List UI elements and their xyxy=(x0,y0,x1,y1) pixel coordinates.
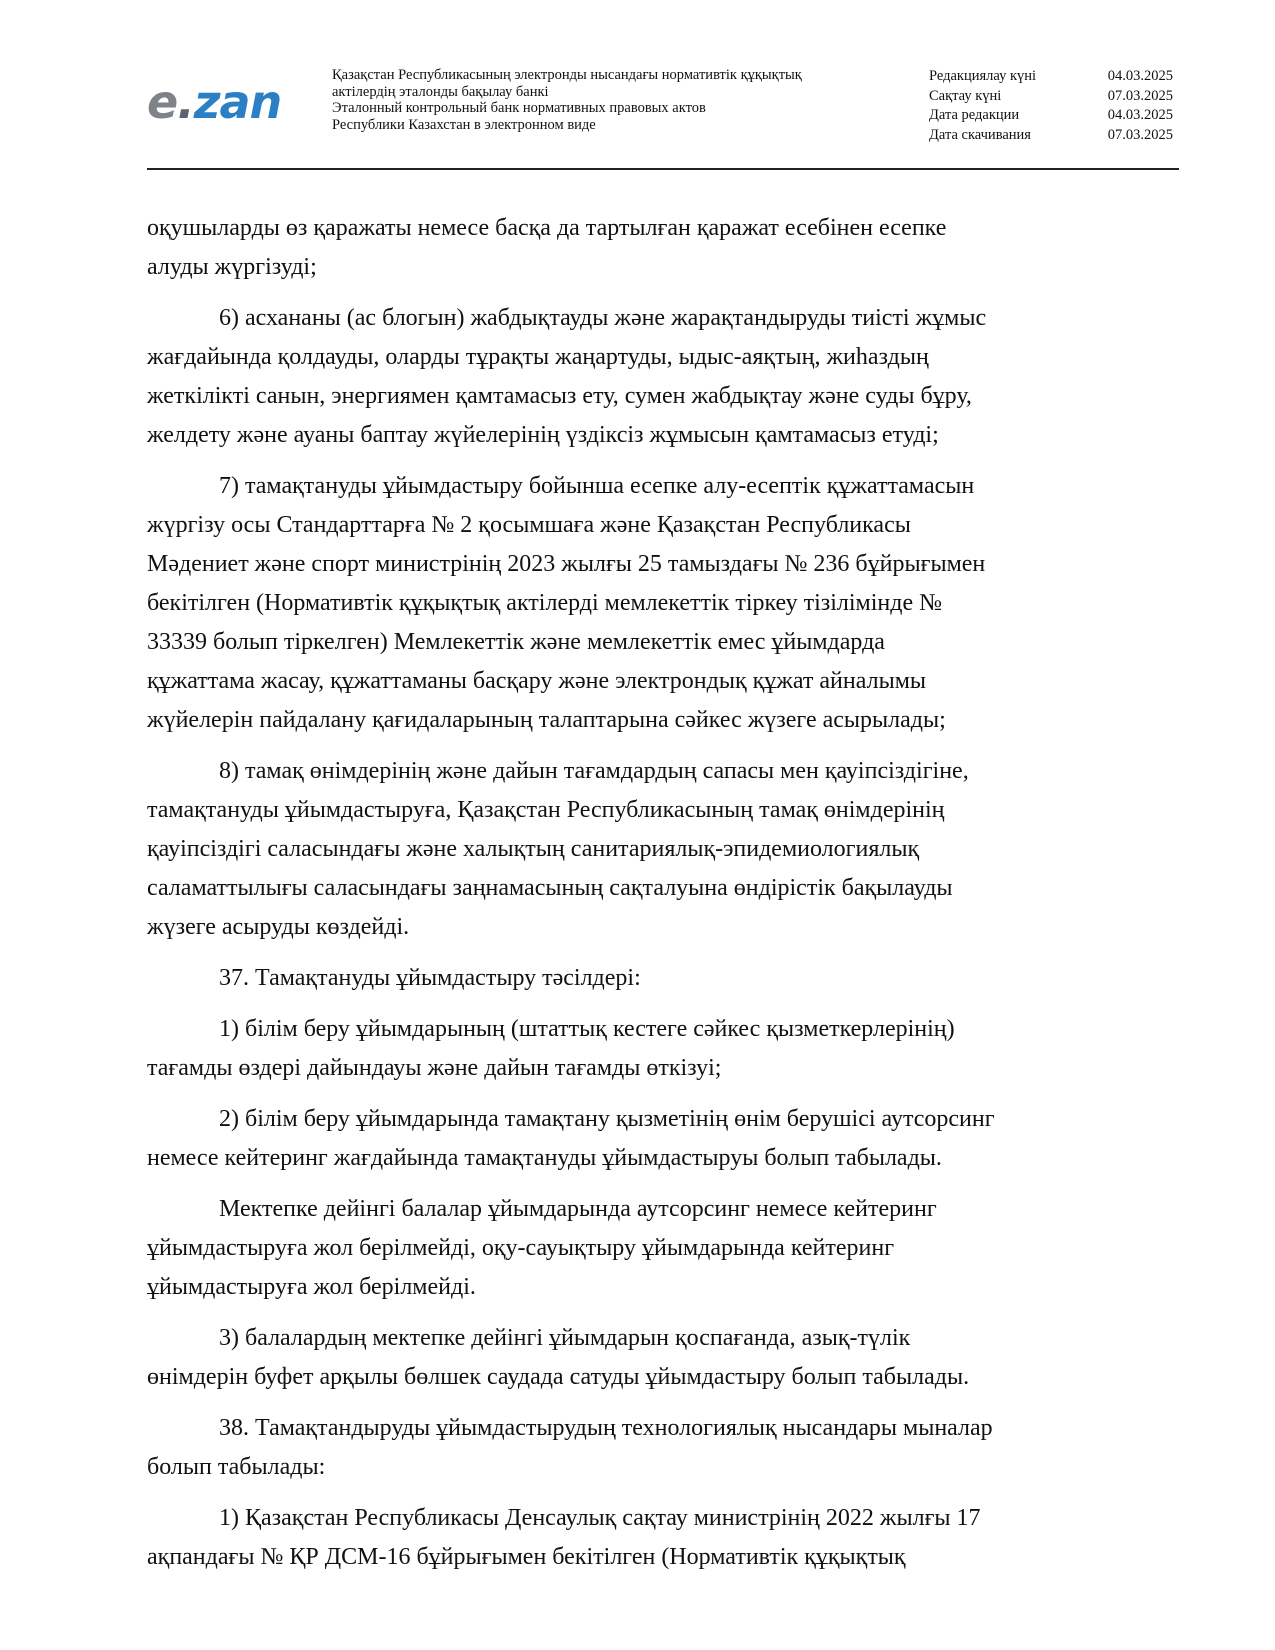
paragraph-line: 38. Тамақтандыруды ұйымдастырудың технологиялық нысандары мыналар xyxy=(219,1415,993,1441)
date-row-download-ru xyxy=(929,126,1173,146)
paragraph xyxy=(147,467,1179,740)
paragraph-line: жағдайында қолдауды, оларды тұрақты жаңартуды, ыдыс-аяқтың, жиһаздың xyxy=(147,344,929,370)
paragraph xyxy=(147,1190,1179,1307)
paragraph-line: 37. Тамақтануды ұйымдастыру тәсілдері: xyxy=(219,965,641,991)
date-label: Дата редакции xyxy=(929,107,1020,123)
date-label: Сақтау күні xyxy=(929,87,1002,104)
date-label: Дата скачивания xyxy=(929,126,1031,143)
paragraph-line: жүйелерін пайдалану қағидаларының талаптарына сәйкес жүзеге асырылады; xyxy=(147,707,946,733)
paragraph-line: 8) тамақ өнімдерінің және дайын тағамдардың сапасы мен қауіпсіздігіне, xyxy=(219,758,969,784)
paragraph-line: ақпандағы № ҚР ДСМ-16 бұйрығымен бекітілген (Нормативтік құқықтық xyxy=(147,1544,906,1570)
date-row-edit-ru xyxy=(929,106,1173,126)
paragraph-line: тамақтануды ұйымдастыруға, Қазақстан Республикасының тамақ өнімдерінің xyxy=(147,797,945,823)
date-value: 07.03.2025 xyxy=(1107,126,1173,143)
document-body xyxy=(147,209,1179,1589)
paragraph-line: 33339 болып тіркелген) Мемлекеттік және мемлекеттік емес ұйымдарда xyxy=(147,629,885,655)
paragraph xyxy=(147,299,1179,455)
header-dates xyxy=(929,67,1173,145)
document-header xyxy=(147,64,1173,170)
date-row-edit-kz xyxy=(929,67,1173,87)
paragraph-line: жеткілікті санын, энергиямен қамтамасыз ету, сумен жабдықтау және суды бұру, xyxy=(147,383,972,409)
header-description xyxy=(332,67,892,133)
ezan-logo: e.zan xyxy=(147,75,282,129)
paragraph xyxy=(147,959,1179,998)
paragraph-line: болып табылады: xyxy=(147,1454,326,1480)
date-value: 04.03.2025 xyxy=(1107,107,1173,123)
paragraph-line: немесе кейтеринг жағдайында тамақтануды ұйымдастыруы болып табылады. xyxy=(147,1145,942,1171)
paragraph-line: оқушыларды өз қаражаты немесе басқа да тартылған қаражат есебінен есепке xyxy=(147,215,947,241)
paragraph-line: ұйымдастыруға жол берілмейді, оқу-сауықтыру ұйымдарында кейтеринг xyxy=(147,1235,895,1261)
paragraph-line: құжаттама жасау, құжаттаманы басқару және электрондық құжат айналымы xyxy=(147,668,927,694)
paragraph-line: тағамды өздері дайындауы және дайын тағамды өткізуі; xyxy=(147,1055,722,1081)
date-value: 07.03.2025 xyxy=(1107,87,1173,104)
paragraph xyxy=(147,1319,1179,1397)
paragraph-line: жүзеге асыруды көздейді. xyxy=(147,914,410,940)
paragraph xyxy=(147,1499,1179,1577)
paragraph xyxy=(147,1100,1179,1178)
paragraph-line: желдету және ауаны баптау жүйелерінің үздіксіз жұмысын қамтамасыз етуді; xyxy=(147,422,939,448)
paragraph-line: қауіпсіздігі саласындағы және халықтың санитариялық-эпидемиологиялық xyxy=(147,836,920,862)
paragraph-line: 2) білім беру ұйымдарында тамақтану қызметінің өнім берушісі аутсорсинг xyxy=(219,1106,995,1132)
header-description-line: актілердің эталонды бақылау банкі xyxy=(332,83,549,100)
header-description-line: Эталонный контрольный банк нормативных правовых актов xyxy=(332,100,706,116)
paragraph-line: 1) Қазақстан Республикасы Денсаулық сақтау министрінің 2022 жылғы 17 xyxy=(219,1505,981,1531)
paragraph xyxy=(147,209,1179,287)
paragraph-line: 6) асхананы (ас блогын) жабдықтауды және жарақтандыруды тиісті жұмыс xyxy=(219,305,987,331)
paragraph xyxy=(147,752,1179,947)
paragraph-line: саламаттылығы саласындағы заңнамасының сақталуына өндірістік бақылауды xyxy=(147,875,953,901)
paragraph-line: алуды жүргізуді; xyxy=(147,254,317,280)
date-row-save-kz xyxy=(929,87,1173,107)
paragraph xyxy=(147,1010,1179,1088)
paragraph-line: Мәдениет және спорт министрінің 2023 жылғы 25 тамыздағы № 236 бұйрығымен xyxy=(147,551,986,577)
paragraph-line: 7) тамақтануды ұйымдастыру бойынша есепке алу-есептік құжаттамасын xyxy=(219,473,975,499)
header-description-line: Қазақстан Республикасының электронды нысандағы нормативтік құқықтық xyxy=(332,67,802,83)
paragraph-line: ұйымдастыруға жол берілмейді. xyxy=(147,1274,476,1300)
paragraph-line: өнімдерін буфет арқылы бөлшек саудада сатуды ұйымдастыру болып табылады. xyxy=(147,1364,970,1390)
paragraph-line: жүргізу осы Стандарттарға № 2 қосымшаға және Қазақстан Республикасы xyxy=(147,512,911,538)
paragraph-line: 3) балалардың мектепке дейінгі ұйымдарын қоспағанда, азық-түлік xyxy=(219,1325,911,1351)
paragraph-line: 1) білім беру ұйымдарының (штаттық кестеге сәйкес қызметкерлерінің) xyxy=(219,1016,955,1042)
paragraph xyxy=(147,1409,1179,1487)
header-description-line: Республики Казахстан в электронном виде xyxy=(332,116,596,133)
date-value: 04.03.2025 xyxy=(1107,68,1173,84)
paragraph-line: бекітілген (Нормативтік құқықтық актілерді мемлекеттік тіркеу тізілімінде № xyxy=(147,590,943,616)
header-divider xyxy=(147,168,1179,170)
paragraph-line: Мектепке дейінгі балалар ұйымдарында аутсорсинг немесе кейтеринг xyxy=(219,1196,937,1222)
date-label: Редакциялау күні xyxy=(929,68,1037,84)
